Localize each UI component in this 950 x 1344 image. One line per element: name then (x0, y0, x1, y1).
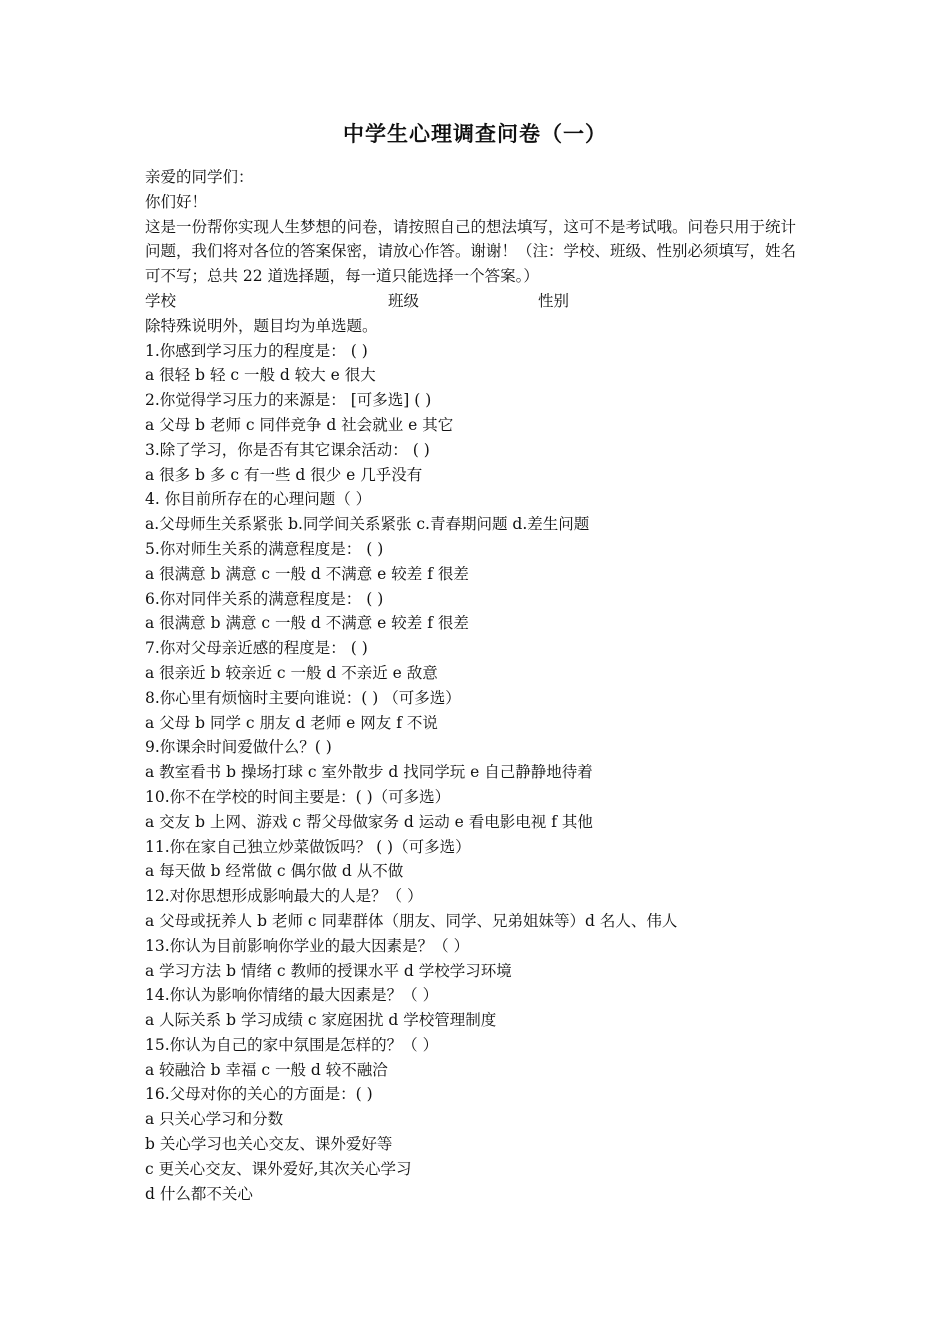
gender-field-label: 性别 (538, 291, 570, 310)
question-7: 7.你对父母亲近感的程度是： ( ) (145, 639, 368, 658)
options-3: a 很多 b 多 c 有一些 d 很少 e 几乎没有 (145, 465, 423, 484)
question-14: 14.你认为影响你情绪的最大因素是？（ ） (145, 986, 439, 1005)
options-12: a 父母或抚养人 b 老师 c 同辈群体（朋友、同学、兄弟姐妹等）d 名人、伟人 (145, 911, 678, 930)
options-11: a 每天做 b 经常做 c 偶尔做 d 从不做 (145, 862, 404, 881)
option-16-d: d 什么都不关心 (145, 1184, 253, 1203)
question-1: 1.你感到学习压力的程度是： ( ) (145, 341, 368, 360)
intro-paragraph: 这是一份帮你实现人生梦想的问卷，请按照自己的想法填写，这可不是考试哦。问卷只用于统计问题，我们将对各位的答案保密，请放心作答。谢谢！（注：学校、班级、性别必须填写，姓名可不写；总共 22 道选择题，每一道只能选择一个答案。） (145, 217, 797, 286)
question-8: 8.你心里有烦恼时主要向谁说：( ) （可多选） (145, 688, 461, 707)
options-2: a 父母 b 老师 c 同伴竞争 d 社会就业 e 其它 (145, 415, 454, 434)
greeting: 亲爱的同学们： (145, 168, 254, 186)
info-fields (145, 289, 810, 314)
question-9: 9.你课余时间爱做什么？( ) (145, 738, 332, 757)
question-5: 5.你对师生关系的满意程度是： ( ) (145, 539, 384, 558)
options-6: a 很满意 b 满意 c 一般 d 不满意 e 较差 f 很差 (145, 614, 469, 633)
document-body (145, 165, 810, 1206)
school-field-label: 学校 (145, 291, 177, 310)
class-field-label: 班级 (388, 291, 420, 310)
option-16-b: b 关心学习也关心交友、课外爱好等 (145, 1135, 393, 1154)
options-4: a.父母师生关系紧张 b.同学间关系紧张 c.青春期问题 d.差生问题 (145, 515, 590, 534)
options-13: a 学习方法 b 情绪 c 教师的授课水平 d 学校学习环境 (145, 961, 512, 980)
question-10: 10.你不在学校的时间主要是：( )（可多选） (145, 787, 451, 806)
option-16-a: a 只关心学习和分数 (145, 1110, 284, 1129)
question-15: 15.你认为自己的家中氛围是怎样的？（ ） (145, 1035, 439, 1054)
question-2: 2.你觉得学习压力的来源是： [可多选] ( ) (145, 391, 432, 410)
question-6: 6.你对同伴关系的满意程度是： ( ) (145, 589, 384, 608)
options-5: a 很满意 b 满意 c 一般 d 不满意 e 较差 f 很差 (145, 564, 469, 583)
hello: 你们好！ (145, 192, 208, 211)
option-16-c: c 更关心交友、课外爱好,其次关心学习 (145, 1159, 412, 1178)
instruction-note: 除特殊说明外，题目均为单选题。 (145, 316, 378, 335)
options-8: a 父母 b 同学 c 朋友 d 老师 e 网友 f 不说 (145, 713, 438, 732)
question-16: 16.父母对你的关心的方面是：( ) (145, 1085, 373, 1104)
options-10: a 交友 b 上网、游戏 c 帮父母做家务 d 运动 e 看电影电视 f 其他 (145, 812, 593, 831)
page-title: 中学生心理调查问卷（一） (343, 122, 607, 146)
question-12: 12.对你思想形成影响最大的人是？（ ） (145, 887, 423, 906)
options-9: a 教室看书 b 操场打球 c 室外散步 d 找同学玩 e 自己静静地待着 (145, 763, 593, 782)
question-3: 3.除了学习，你是否有其它课余活动： ( ) (145, 440, 430, 459)
question-13: 13.你认为目前影响你学业的最大因素是？（ ） (145, 936, 470, 955)
options-7: a 很亲近 b 较亲近 c 一般 d 不亲近 e 敌意 (145, 663, 438, 682)
options-15: a 较融洽 b 幸福 c 一般 d 较不融洽 (145, 1060, 388, 1079)
question-4: 4. 你目前所存在的心理问题（ ） (145, 490, 372, 509)
question-11: 11.你在家自己独立炒菜做饭吗？ ( )（可多选） (145, 837, 471, 856)
options-14: a 人际关系 b 学习成绩 c 家庭困扰 d 学校管理制度 (145, 1011, 497, 1030)
options-1: a 很轻 b 轻 c 一般 d 较大 e 很大 (145, 366, 376, 385)
